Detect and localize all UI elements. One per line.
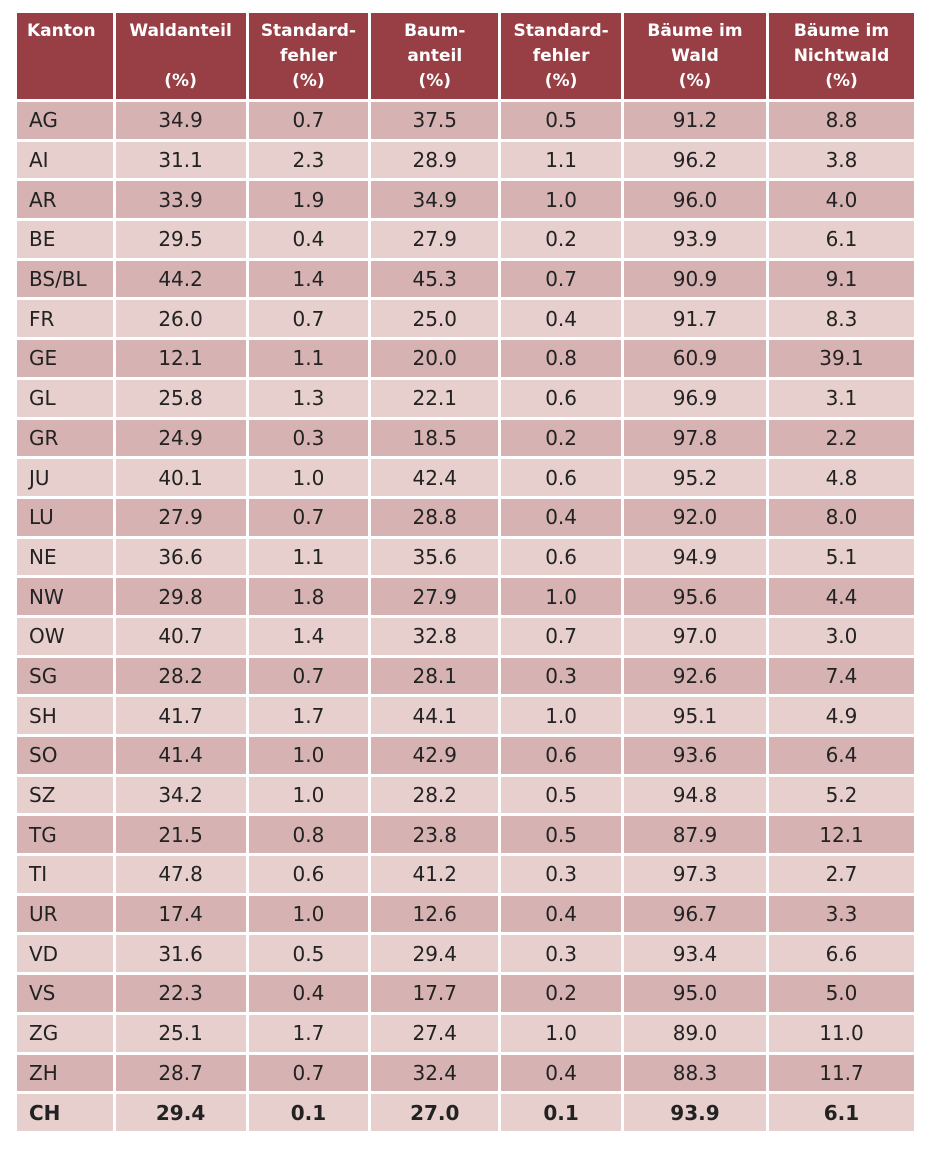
cell-kanton: GR [17,420,113,457]
header-line: (%) [544,71,578,91]
table-row [17,697,914,734]
table-row [17,340,914,377]
header-line: (%) [292,71,325,91]
cell-baeume-im-wald: 91.2 [624,102,766,139]
cell-waldanteil: 47.8 [116,856,246,893]
cell-standardfehler-wald: 1.1 [249,539,369,576]
cell-kanton: ZH [17,1055,113,1092]
cell-baeume-im-wald: 97.8 [624,420,766,457]
cell-baumanteil: 18.5 [371,420,498,457]
cell-standardfehler-wald: 0.4 [249,221,369,258]
cell-standardfehler-wald: 0.7 [249,102,369,139]
cell-baeume-im-nichtwald: 8.0 [769,499,914,536]
cell-waldanteil: 28.7 [116,1055,246,1092]
cell-standardfehler-baum: 0.4 [501,300,621,337]
cell-baumanteil: 37.5 [371,102,498,139]
cell-waldanteil: 25.8 [116,380,246,417]
cell-kanton: VS [17,975,113,1012]
cell-standardfehler-wald: 1.0 [249,459,369,496]
cell-waldanteil: 28.2 [116,658,246,695]
cell-baumanteil: 32.4 [371,1055,498,1092]
cell-standardfehler-baum: 1.0 [501,1015,621,1052]
cell-baumanteil: 42.9 [371,737,498,774]
header-line [27,44,113,69]
cell-baeume-im-nichtwald: 2.7 [769,856,914,893]
total-cell-baeume-im-nichtwald: 6.1 [769,1094,914,1131]
cell-baeume-im-wald: 93.4 [624,935,766,972]
table-row [17,300,914,337]
cell-standardfehler-baum: 0.6 [501,539,621,576]
cell-baeume-im-wald: 93.9 [624,221,766,258]
total-row [17,1094,914,1131]
cell-baeume-im-nichtwald: 5.1 [769,539,914,576]
cell-waldanteil: 40.1 [116,459,246,496]
header-line: fehler [280,46,337,66]
canton-table-container [17,13,914,1131]
cell-standardfehler-baum: 0.2 [501,975,621,1012]
table-row [17,420,914,457]
cell-baeume-im-wald: 94.9 [624,539,766,576]
header-row [17,13,914,99]
cell-waldanteil: 34.9 [116,102,246,139]
table-row [17,578,914,615]
cell-baumanteil: 25.0 [371,300,498,337]
header-line: Bäume im [647,21,743,41]
cell-standardfehler-wald: 1.4 [249,618,369,655]
cell-kanton: GL [17,380,113,417]
cell-kanton: BS/BL [17,261,113,298]
cell-baumanteil: 22.1 [371,380,498,417]
cell-baeume-im-wald: 90.9 [624,261,766,298]
cell-standardfehler-baum: 0.5 [501,777,621,814]
cell-standardfehler-wald: 0.7 [249,1055,369,1092]
cell-standardfehler-wald: 1.1 [249,340,369,377]
cell-baumanteil: 28.8 [371,499,498,536]
cell-waldanteil: 34.2 [116,777,246,814]
header-standardfehler-baum [501,13,621,99]
cell-baeume-im-nichtwald: 9.1 [769,261,914,298]
cell-baumanteil: 32.8 [371,618,498,655]
cell-kanton: NW [17,578,113,615]
cell-waldanteil: 29.8 [116,578,246,615]
cell-standardfehler-wald: 1.7 [249,1015,369,1052]
header-line [27,69,113,94]
cell-baeume-im-nichtwald: 6.6 [769,935,914,972]
cell-baeume-im-nichtwald: 39.1 [769,340,914,377]
cell-standardfehler-wald: 1.8 [249,578,369,615]
cell-standardfehler-wald: 1.4 [249,261,369,298]
cell-baeume-im-nichtwald: 11.0 [769,1015,914,1052]
cell-standardfehler-baum: 0.6 [501,380,621,417]
cell-standardfehler-baum: 0.5 [501,816,621,853]
cell-baumanteil: 27.4 [371,1015,498,1052]
cell-standardfehler-baum: 0.7 [501,618,621,655]
header-line: (%) [678,71,712,91]
cell-standardfehler-baum: 1.0 [501,181,621,218]
cell-baeume-im-wald: 97.0 [624,618,766,655]
cell-waldanteil: 26.0 [116,300,246,337]
cell-baeume-im-nichtwald: 6.1 [769,221,914,258]
cell-waldanteil: 25.1 [116,1015,246,1052]
cell-standardfehler-wald: 1.0 [249,896,369,933]
cell-standardfehler-wald: 0.8 [249,816,369,853]
cell-baeume-im-nichtwald: 6.4 [769,737,914,774]
cell-baeume-im-nichtwald: 4.0 [769,181,914,218]
header-line: Kanton [27,21,96,41]
cell-baumanteil: 28.1 [371,658,498,695]
cell-baeume-im-nichtwald: 12.1 [769,816,914,853]
cell-baeume-im-nichtwald: 4.8 [769,459,914,496]
cell-baumanteil: 44.1 [371,697,498,734]
cell-baumanteil: 35.6 [371,539,498,576]
cell-kanton: FR [17,300,113,337]
cell-kanton: SH [17,697,113,734]
total-cell-baumanteil: 27.0 [371,1094,498,1131]
cell-standardfehler-baum: 0.2 [501,221,621,258]
cell-baeume-im-nichtwald: 3.3 [769,896,914,933]
cell-standardfehler-baum: 0.4 [501,1055,621,1092]
cell-kanton: TG [17,816,113,853]
cell-kanton: LU [17,499,113,536]
cell-standardfehler-wald: 0.3 [249,420,369,457]
cell-standardfehler-baum: 0.4 [501,896,621,933]
table-row [17,380,914,417]
canton-forest-table [14,10,917,1134]
table-row [17,102,914,139]
header-line: (%) [418,71,452,91]
cell-baumanteil: 27.9 [371,221,498,258]
cell-baeume-im-wald: 95.6 [624,578,766,615]
cell-kanton: AG [17,102,113,139]
cell-standardfehler-baum: 0.6 [501,737,621,774]
cell-standardfehler-wald: 0.5 [249,935,369,972]
cell-standardfehler-baum: 0.7 [501,261,621,298]
cell-kanton: GE [17,340,113,377]
cell-standardfehler-wald: 1.7 [249,697,369,734]
cell-standardfehler-baum: 0.5 [501,102,621,139]
total-cell-waldanteil: 29.4 [116,1094,246,1131]
cell-kanton: TI [17,856,113,893]
cell-baeume-im-wald: 93.6 [624,737,766,774]
cell-kanton: SG [17,658,113,695]
cell-waldanteil: 12.1 [116,340,246,377]
cell-baeume-im-wald: 95.0 [624,975,766,1012]
table-row [17,975,914,1012]
cell-standardfehler-wald: 1.9 [249,181,369,218]
cell-baeume-im-nichtwald: 7.4 [769,658,914,695]
table-row [17,221,914,258]
table-row [17,261,914,298]
cell-kanton: SO [17,737,113,774]
header-line: (%) [164,71,197,91]
cell-kanton: NE [17,539,113,576]
cell-baumanteil: 42.4 [371,459,498,496]
cell-baeume-im-wald: 92.6 [624,658,766,695]
cell-standardfehler-baum: 0.4 [501,499,621,536]
cell-standardfehler-baum: 0.3 [501,658,621,695]
cell-baumanteil: 17.7 [371,975,498,1012]
cell-baumanteil: 28.9 [371,142,498,179]
cell-standardfehler-wald: 0.7 [249,300,369,337]
header-line: Waldanteil [129,21,232,41]
header-standardfehler-wald [249,13,369,99]
cell-standardfehler-wald: 1.0 [249,777,369,814]
cell-baumanteil: 23.8 [371,816,498,853]
cell-baeume-im-wald: 96.2 [624,142,766,179]
cell-kanton: SZ [17,777,113,814]
cell-standardfehler-wald: 1.0 [249,737,369,774]
cell-baumanteil: 12.6 [371,896,498,933]
table-row [17,896,914,933]
total-cell-kanton: CH [17,1094,113,1131]
header-line: Bäume im [793,21,890,41]
table-row [17,142,914,179]
cell-standardfehler-baum: 0.3 [501,935,621,972]
header-baeume-im-wald [624,13,766,99]
cell-waldanteil: 41.4 [116,737,246,774]
total-cell-standardfehler-wald: 0.1 [249,1094,369,1131]
header-waldanteil [116,13,246,99]
header-kanton [17,13,113,99]
cell-baumanteil: 27.9 [371,578,498,615]
cell-standardfehler-baum: 1.1 [501,142,621,179]
cell-kanton: ZG [17,1015,113,1052]
cell-waldanteil: 36.6 [116,539,246,576]
table-row [17,856,914,893]
cell-waldanteil: 21.5 [116,816,246,853]
table-row [17,777,914,814]
table-header [17,13,914,99]
cell-baeume-im-nichtwald: 5.0 [769,975,914,1012]
cell-standardfehler-baum: 0.8 [501,340,621,377]
cell-kanton: AI [17,142,113,179]
table-row [17,459,914,496]
cell-baeume-im-nichtwald: 3.8 [769,142,914,179]
cell-baeume-im-nichtwald: 2.2 [769,420,914,457]
cell-baeume-im-wald: 94.8 [624,777,766,814]
cell-baeume-im-nichtwald: 3.0 [769,618,914,655]
cell-standardfehler-wald: 0.4 [249,975,369,1012]
cell-standardfehler-baum: 1.0 [501,578,621,615]
total-cell-standardfehler-baum: 0.1 [501,1094,621,1131]
cell-waldanteil: 31.1 [116,142,246,179]
table-row [17,658,914,695]
cell-baeume-im-wald: 89.0 [624,1015,766,1052]
cell-waldanteil: 41.7 [116,697,246,734]
header-line: Standard- [260,21,357,41]
table-row [17,539,914,576]
cell-standardfehler-wald: 1.3 [249,380,369,417]
cell-waldanteil: 31.6 [116,935,246,972]
cell-baeume-im-nichtwald: 4.4 [769,578,914,615]
header-line: Baum- [404,21,466,41]
cell-baeume-im-wald: 88.3 [624,1055,766,1092]
cell-baumanteil: 28.2 [371,777,498,814]
cell-waldanteil: 33.9 [116,181,246,218]
header-line: (%) [825,71,858,91]
cell-baeume-im-wald: 87.9 [624,816,766,853]
cell-kanton: OW [17,618,113,655]
cell-baumanteil: 45.3 [371,261,498,298]
cell-baumanteil: 29.4 [371,935,498,972]
table-row [17,1055,914,1092]
cell-waldanteil: 17.4 [116,896,246,933]
cell-baeume-im-nichtwald: 4.9 [769,697,914,734]
cell-baeume-im-wald: 95.2 [624,459,766,496]
cell-standardfehler-baum: 1.0 [501,697,621,734]
header-line: Wald [671,46,719,66]
cell-standardfehler-wald: 0.6 [249,856,369,893]
cell-baeume-im-wald: 91.7 [624,300,766,337]
cell-standardfehler-wald: 0.7 [249,658,369,695]
table-row [17,816,914,853]
cell-baeume-im-wald: 96.7 [624,896,766,933]
cell-baeume-im-nichtwald: 11.7 [769,1055,914,1092]
table-body [17,102,914,1131]
table-row [17,935,914,972]
header-line: anteil [407,46,463,66]
header-baeume-im-nichtwald [769,13,914,99]
table-row [17,181,914,218]
header-line [116,44,246,69]
cell-kanton: BE [17,221,113,258]
cell-waldanteil: 40.7 [116,618,246,655]
table-row [17,499,914,536]
cell-baeume-im-wald: 96.0 [624,181,766,218]
cell-baeume-im-nichtwald: 8.3 [769,300,914,337]
cell-waldanteil: 22.3 [116,975,246,1012]
cell-standardfehler-baum: 0.6 [501,459,621,496]
cell-waldanteil: 29.5 [116,221,246,258]
cell-baumanteil: 34.9 [371,181,498,218]
cell-baeume-im-wald: 60.9 [624,340,766,377]
cell-waldanteil: 24.9 [116,420,246,457]
cell-kanton: VD [17,935,113,972]
cell-baeume-im-wald: 96.9 [624,380,766,417]
cell-kanton: AR [17,181,113,218]
cell-waldanteil: 27.9 [116,499,246,536]
cell-baeume-im-nichtwald: 5.2 [769,777,914,814]
cell-standardfehler-baum: 0.2 [501,420,621,457]
cell-baeume-im-wald: 92.0 [624,499,766,536]
header-baumanteil [371,13,498,99]
cell-standardfehler-wald: 2.3 [249,142,369,179]
table-row [17,618,914,655]
total-cell-baeume-im-wald: 93.9 [624,1094,766,1131]
cell-standardfehler-wald: 0.7 [249,499,369,536]
cell-kanton: JU [17,459,113,496]
header-line: Standard- [513,21,609,41]
header-line: fehler [532,46,590,66]
cell-baeume-im-wald: 95.1 [624,697,766,734]
cell-baumanteil: 41.2 [371,856,498,893]
cell-baumanteil: 20.0 [371,340,498,377]
cell-standardfehler-baum: 0.3 [501,856,621,893]
table-row [17,737,914,774]
cell-kanton: UR [17,896,113,933]
table-row [17,1015,914,1052]
cell-baeume-im-nichtwald: 8.8 [769,102,914,139]
cell-baeume-im-nichtwald: 3.1 [769,380,914,417]
header-line: Nichtwald [793,46,890,66]
cell-baeume-im-wald: 97.3 [624,856,766,893]
cell-waldanteil: 44.2 [116,261,246,298]
